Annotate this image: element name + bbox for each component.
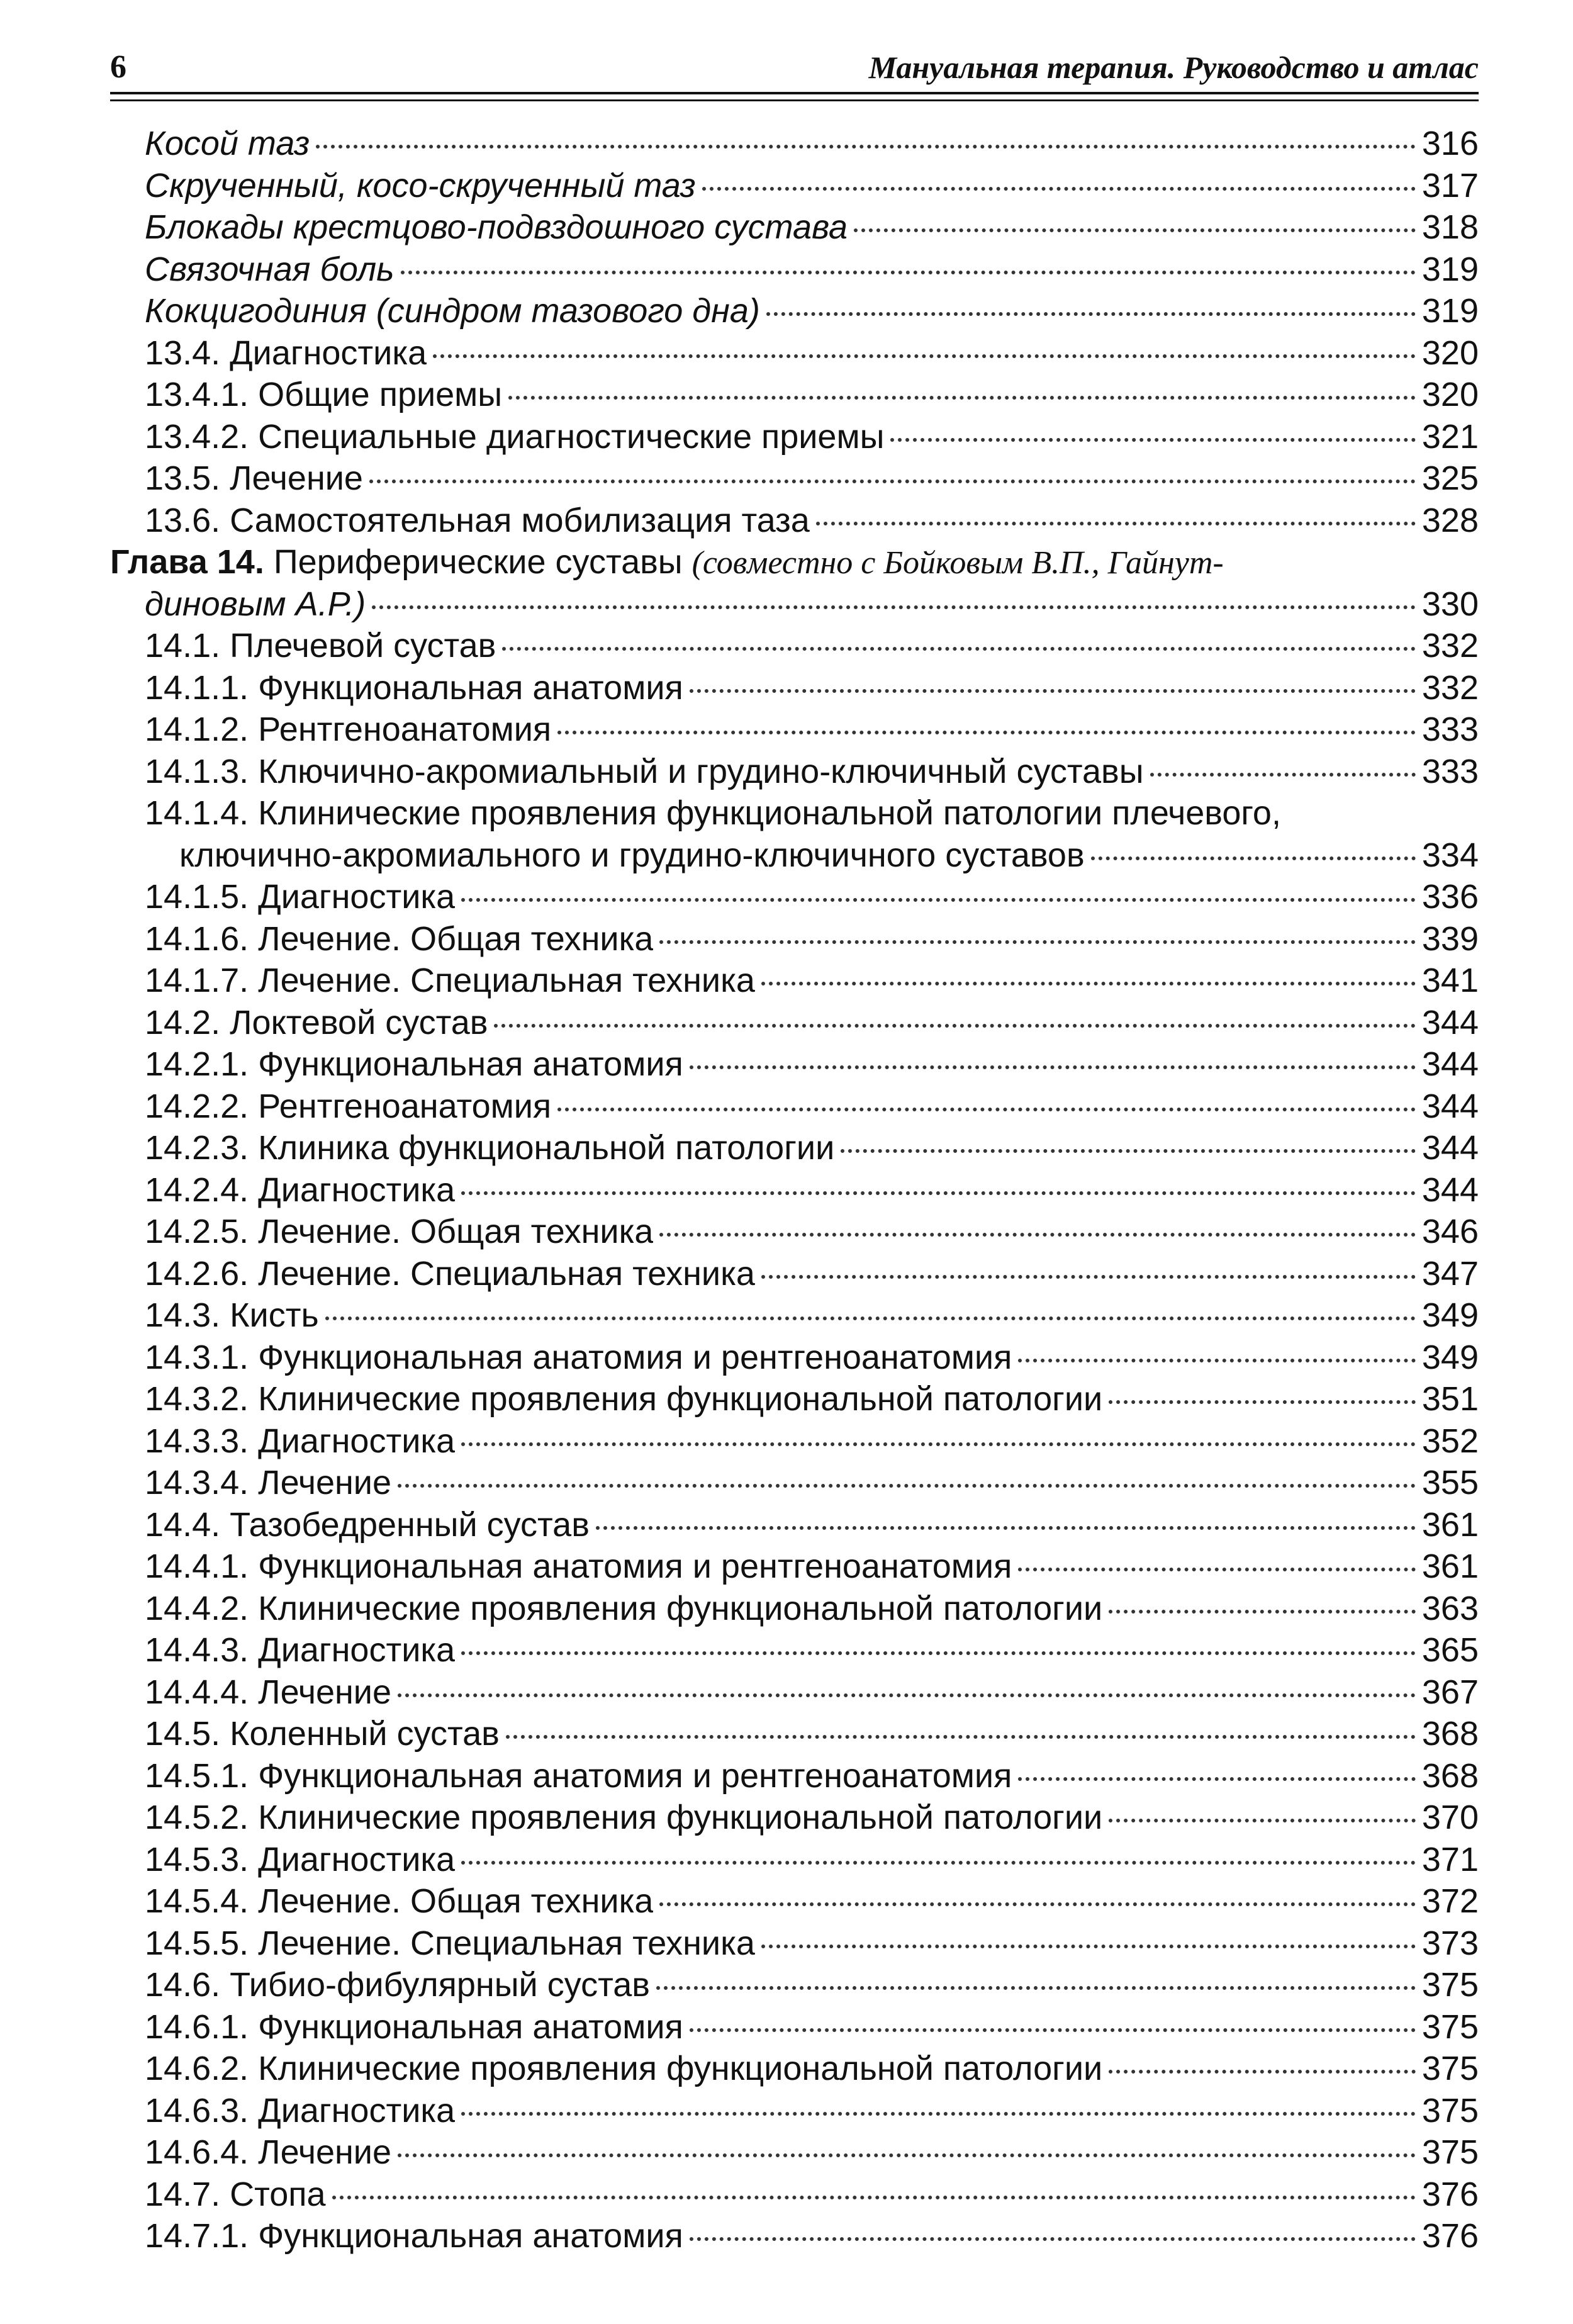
toc-page-number: 344	[1421, 1003, 1479, 1041]
dot-leader	[461, 1651, 1416, 1655]
toc-entry	[110, 1086, 1479, 1128]
toc-entry-title	[179, 834, 1085, 877]
toc-entry	[110, 458, 1479, 500]
dot-leader	[1018, 1777, 1416, 1781]
toc-entry	[110, 1169, 1479, 1211]
dot-leader	[369, 480, 1416, 483]
toc-entry	[110, 2131, 1479, 2174]
toc-entry-title	[145, 1462, 391, 1504]
toc-entry	[110, 1964, 1479, 2006]
toc-entry-title	[145, 2006, 683, 2048]
toc-entry	[110, 206, 1479, 249]
toc-page-number: 332	[1421, 627, 1479, 665]
toc-chapter-label: Глава 14.	[110, 543, 264, 581]
dot-leader	[332, 2196, 1416, 2199]
toc-page-number: 367	[1421, 1673, 1479, 1711]
toc-entry-text: 14.2. Локтевой сустав	[145, 1003, 488, 1041]
toc-page-number: 316	[1421, 125, 1479, 162]
dot-leader	[1109, 2070, 1416, 2074]
toc-page-number: 328	[1421, 501, 1479, 539]
toc-entry-text: 14.2.6. Лечение. Специальная техника	[145, 1254, 755, 1293]
table-of-contents	[110, 123, 1479, 2257]
toc-entry-text: 14.5.5. Лечение. Специальная техника	[145, 1924, 755, 1962]
toc-page-number: 332	[1421, 668, 1479, 707]
toc-entry-text: 14.1. Плечевой сустав	[145, 627, 496, 665]
toc-page-number: 346	[1421, 1213, 1479, 1250]
toc-page-number: 375	[1421, 2050, 1479, 2087]
dot-leader	[761, 1945, 1416, 1948]
dot-leader	[494, 1024, 1415, 1028]
toc-entry-text: 14.5.2. Клинические проявления функциональной патологии	[145, 1799, 1103, 1836]
toc-page-number: 317	[1421, 166, 1479, 205]
toc-page-number: 336	[1421, 878, 1479, 916]
toc-entry-title	[145, 2048, 1102, 2090]
toc-entry	[110, 2174, 1479, 2216]
toc-entry	[110, 374, 1479, 416]
dot-leader	[841, 1149, 1416, 1153]
toc-entry-text: 14.1.5. Диагностика	[145, 878, 456, 916]
toc-entry	[110, 1253, 1479, 1295]
dot-leader	[1018, 1568, 1416, 1571]
toc-entry	[110, 2006, 1479, 2048]
toc-entry	[110, 667, 1479, 709]
dot-leader	[557, 1108, 1416, 1111]
toc-entry-title	[145, 1211, 653, 1253]
toc-entry-text: 14.3.1. Функциональная анатомия и рентгеноанатомия	[145, 1338, 1012, 1376]
toc-page-number: 320	[1421, 334, 1479, 372]
toc-entry-title	[145, 1880, 653, 1923]
toc-page-number: 352	[1421, 1422, 1479, 1460]
toc-page-number: 339	[1421, 919, 1479, 958]
toc-page-number: 320	[1421, 376, 1479, 413]
toc-page-number: 347	[1421, 1254, 1479, 1293]
toc-page-number: 375	[1421, 2091, 1479, 2130]
toc-entry	[110, 1294, 1479, 1337]
toc-entry-title	[145, 2174, 326, 2216]
toc-entry	[110, 1671, 1479, 1714]
toc-page-number: 365	[1421, 1631, 1479, 1669]
toc-page-number: 344	[1421, 1087, 1479, 1125]
toc-page-number: 330	[1421, 585, 1479, 623]
dot-leader	[433, 354, 1416, 358]
toc-entry	[110, 2215, 1479, 2257]
running-head: Мануальная терапия. Руководство и атлас	[868, 50, 1479, 85]
toc-entry-title	[145, 751, 1144, 793]
toc-entry-text: 14.6.4. Лечение	[145, 2133, 392, 2171]
toc-entry-text: 14.5.3. Диагностика	[145, 1840, 456, 1878]
toc-entry-text: 14.3.3. Диагностика	[145, 1422, 456, 1460]
dot-leader	[506, 1735, 1416, 1739]
toc-page-number: 372	[1421, 1882, 1479, 1920]
dot-leader	[659, 1902, 1415, 1906]
toc-entry	[110, 1880, 1479, 1923]
toc-entry	[110, 1002, 1479, 1044]
toc-page-number: 334	[1421, 836, 1479, 874]
dot-leader	[690, 1065, 1416, 1069]
dot-leader	[508, 396, 1416, 400]
toc-entry-text: 14.5.4. Лечение. Общая техника	[145, 1882, 654, 1920]
toc-page-number: 361	[1421, 1505, 1479, 1544]
toc-entry	[110, 249, 1479, 291]
toc-page-number: 321	[1421, 417, 1479, 456]
toc-entry-text: 14.6.1. Функциональная анатомия	[145, 2007, 683, 2046]
toc-entry-title	[145, 123, 310, 165]
toc-page-number: 333	[1421, 752, 1479, 790]
dot-leader	[854, 228, 1416, 232]
toc-chapter-entry	[110, 541, 1479, 583]
toc-entry-title	[145, 1964, 650, 2006]
toc-entry-title	[145, 1504, 590, 1546]
toc-page-number: 375	[1421, 2007, 1479, 2046]
page-header	[110, 45, 1479, 89]
toc-entry-text: ключично-акромиального и грудино-ключичного суставов	[179, 836, 1085, 874]
toc-entry-title	[145, 1337, 1012, 1379]
toc-entry-title	[145, 1002, 488, 1044]
toc-entry-title	[145, 332, 427, 374]
toc-entry-text: 14.1.7. Лечение. Специальная техника	[145, 962, 755, 999]
toc-entry	[110, 1043, 1479, 1086]
toc-entry	[110, 918, 1479, 960]
toc-entry	[110, 1546, 1479, 1588]
dot-leader	[398, 1693, 1416, 1697]
toc-entry-text: Периферические суставы	[264, 543, 692, 581]
toc-entry-title	[145, 1420, 455, 1462]
dot-leader	[461, 1191, 1416, 1195]
toc-entry-text: 13.4. Диагностика	[145, 334, 427, 372]
dot-leader	[461, 898, 1416, 902]
toc-entry-title	[145, 1169, 455, 1211]
toc-entry-text: 14.1.2. Рентгеноанатомия	[145, 710, 552, 748]
dot-leader	[398, 1484, 1416, 1488]
toc-entry-title	[145, 249, 395, 291]
toc-entry-title	[145, 374, 502, 416]
toc-entry-title	[145, 1755, 1012, 1797]
toc-page-number: 368	[1421, 1756, 1479, 1795]
toc-page-number: 361	[1421, 1547, 1479, 1585]
toc-entry-title	[145, 1797, 1102, 1839]
toc-entry-text: Косой таз	[145, 125, 310, 162]
toc-page-number: 371	[1421, 1840, 1479, 1878]
toc-entry	[110, 1378, 1479, 1420]
toc-entry-text: 14.1.6. Лечение. Общая техника	[145, 919, 654, 958]
dot-leader	[401, 271, 1416, 274]
toc-page-number: 375	[1421, 2133, 1479, 2171]
toc-page-number: 355	[1421, 1464, 1479, 1502]
toc-page-number: 349	[1421, 1296, 1479, 1334]
dot-leader	[1109, 1819, 1416, 1822]
toc-entry	[110, 792, 1479, 834]
toc-page-number: 376	[1421, 2217, 1479, 2255]
toc-entry-title	[145, 1127, 834, 1169]
dot-leader	[1018, 1359, 1416, 1362]
toc-page-number: 363	[1421, 1589, 1479, 1627]
toc-entry-text: 14.2.2. Рентгеноанатомия	[145, 1087, 552, 1125]
toc-entry	[110, 1504, 1479, 1546]
toc-entry-title	[145, 1839, 455, 1881]
dot-leader	[596, 1526, 1416, 1530]
toc-entry-title	[145, 1294, 319, 1337]
dot-leader	[690, 689, 1416, 693]
toc-entry-title	[145, 876, 455, 918]
toc-entry-text: Скрученный, косо-скрученный таз	[145, 166, 696, 205]
toc-page-number: 375	[1421, 1966, 1479, 2004]
toc-entry-text: 14.4.1. Функциональная анатомия и рентгеноанатомия	[145, 1547, 1012, 1585]
toc-entry-title	[145, 667, 683, 709]
toc-entry	[110, 332, 1479, 374]
toc-entry	[110, 1839, 1479, 1881]
toc-entry	[110, 123, 1479, 165]
toc-page-number: 333	[1421, 710, 1479, 748]
toc-entry	[110, 2090, 1479, 2132]
toc-entry-text: Кокцигодиния (синдром тазового дна)	[145, 292, 760, 330]
toc-page-number: 373	[1421, 1924, 1479, 1962]
toc-entry	[110, 1211, 1479, 1253]
dot-leader	[502, 647, 1416, 651]
toc-entry-text: 14.3.4. Лечение	[145, 1464, 392, 1502]
toc-entry-title	[145, 960, 755, 1002]
toc-entry	[110, 500, 1479, 542]
dot-leader	[816, 522, 1416, 525]
dot-leader	[690, 2237, 1416, 2241]
toc-entry	[110, 1420, 1479, 1462]
toc-entry-text: 14.2.4. Диагностика	[145, 1170, 456, 1209]
toc-entry	[110, 1127, 1479, 1169]
dot-leader	[316, 145, 1416, 149]
toc-entry-title	[145, 416, 884, 458]
toc-entry-text: Связочная боль	[145, 250, 395, 288]
toc-entry	[110, 165, 1479, 207]
dot-leader	[461, 1861, 1416, 1865]
toc-page-number: 351	[1421, 1380, 1479, 1418]
toc-entry	[110, 1713, 1479, 1755]
toc-entry-title	[145, 709, 551, 751]
toc-entry-title	[145, 1043, 683, 1086]
toc-entry	[110, 709, 1479, 751]
toc-entry	[110, 876, 1479, 918]
toc-entry-title	[145, 1253, 755, 1295]
toc-entry-text: 14.4.4. Лечение	[145, 1673, 392, 1711]
toc-entry	[110, 1923, 1479, 1965]
toc-entry-text: 13.4.2. Специальные диагностические приемы	[145, 417, 885, 456]
dot-leader	[1109, 1400, 1416, 1404]
toc-entry-title	[145, 458, 363, 500]
toc-entry-title	[145, 1671, 391, 1714]
toc-entry	[110, 625, 1479, 667]
dot-leader	[659, 940, 1415, 944]
toc-entry-text: 14.4. Тазобедренный сустав	[145, 1505, 590, 1544]
toc-entry-text: 14.3.2. Клинические проявления функциональной патологии	[145, 1380, 1103, 1418]
toc-page-number: 325	[1421, 459, 1479, 497]
toc-entry-text: 14.3. Кисть	[145, 1296, 319, 1334]
toc-entry-title	[145, 206, 848, 249]
toc-entry	[110, 583, 1479, 626]
toc-entry-note: (совместно с Бойковым В.П., Гайнут-	[691, 545, 1224, 581]
dot-leader	[690, 2028, 1416, 2032]
toc-entry-text: 14.5.1. Функциональная анатомия и рентгеноанатомия	[145, 1756, 1012, 1795]
toc-entry-title	[145, 1629, 455, 1671]
toc-entry-title	[145, 1588, 1102, 1630]
toc-entry-text: 13.4.1. Общие приемы	[145, 376, 503, 413]
dot-leader	[1109, 1610, 1416, 1614]
toc-entry-text: 14.4.3. Диагностика	[145, 1631, 456, 1669]
toc-entry-text: 14.1.1. Функциональная анатомия	[145, 668, 683, 707]
toc-page-number: 344	[1421, 1129, 1479, 1167]
dot-leader	[659, 1233, 1415, 1237]
toc-entry-text: 14.4.2. Клинические проявления функциональной патологии	[145, 1589, 1103, 1627]
toc-entry	[110, 834, 1479, 877]
toc-page-number: 349	[1421, 1338, 1479, 1376]
toc-entry-title	[145, 2131, 391, 2174]
toc-page-number: 318	[1421, 208, 1479, 246]
dot-leader	[325, 1316, 1416, 1320]
toc-entry	[110, 290, 1479, 332]
toc-entry-text: 14.2.3. Клиника функциональной патологии	[145, 1129, 835, 1167]
toc-entry-text: 14.6. Тибио-фибулярный сустав	[145, 1966, 650, 2004]
page-number: 6	[110, 49, 126, 85]
toc-entry-title	[145, 583, 366, 626]
toc-entry-text: 13.5. Лечение	[145, 459, 363, 497]
toc-entry	[110, 1588, 1479, 1630]
dot-leader	[890, 438, 1415, 442]
toc-entry	[110, 1797, 1479, 1839]
dot-leader	[1091, 856, 1416, 860]
toc-entry	[110, 1337, 1479, 1379]
toc-entry-text: 14.1.4. Клинические проявления функциональной патологии плечевого,	[145, 794, 1281, 832]
toc-entry-text: 14.2.5. Лечение. Общая техника	[145, 1213, 654, 1250]
toc-entry-title	[145, 1923, 755, 1965]
toc-entry	[110, 751, 1479, 793]
toc-entry-title	[145, 1086, 551, 1128]
toc-page-number: 319	[1421, 292, 1479, 330]
toc-entry-title	[145, 918, 653, 960]
toc-entry	[110, 1755, 1479, 1797]
dot-leader	[461, 1442, 1416, 1446]
toc-entry	[110, 1462, 1479, 1504]
header-rule-thick	[110, 92, 1479, 94]
dot-leader	[1150, 773, 1416, 777]
dot-leader	[656, 1986, 1416, 1990]
toc-entry-title	[145, 290, 760, 332]
toc-entry-title	[110, 541, 1224, 585]
toc-entry	[110, 416, 1479, 458]
toc-entry-text: 14.2.1. Функциональная анатомия	[145, 1045, 683, 1083]
dot-leader	[461, 2112, 1416, 2116]
toc-entry-text: 14.5. Коленный сустав	[145, 1715, 500, 1753]
toc-entry	[110, 1629, 1479, 1671]
toc-page-number: 344	[1421, 1045, 1479, 1083]
dot-leader	[702, 187, 1416, 191]
toc-entry-title	[145, 2090, 455, 2132]
toc-entry-title	[145, 2215, 683, 2257]
toc-entry-title	[145, 792, 1281, 834]
dot-leader	[761, 1275, 1416, 1279]
toc-entry-text: диновым А.Р.)	[145, 585, 366, 623]
toc-entry-text: 14.1.3. Ключично-акромиальный и грудино-ключичный суставы	[145, 752, 1144, 790]
toc-entry-title	[145, 500, 810, 542]
toc-entry-text: 14.7.1. Функциональная анатомия	[145, 2217, 683, 2255]
toc-page-number: 368	[1421, 1715, 1479, 1753]
dot-leader	[766, 312, 1416, 316]
toc-entry	[110, 2048, 1479, 2090]
header-rule-thin	[110, 99, 1479, 101]
toc-entry-text: 14.6.3. Диагностика	[145, 2091, 456, 2130]
dot-leader	[372, 605, 1416, 609]
toc-entry	[110, 960, 1479, 1002]
toc-entry-title	[145, 1378, 1102, 1420]
toc-entry-title	[145, 625, 496, 667]
toc-entry-title	[145, 165, 696, 207]
dot-leader	[398, 2153, 1416, 2157]
toc-entry-title	[145, 1546, 1012, 1588]
toc-page-number: 319	[1421, 250, 1479, 288]
toc-page-number: 341	[1421, 962, 1479, 999]
toc-entry-text: 14.7. Стопа	[145, 2175, 326, 2213]
dot-leader	[761, 982, 1416, 985]
toc-page-number: 370	[1421, 1799, 1479, 1836]
toc-entry-text: Блокады крестцово-подвздошного сустава	[145, 208, 848, 246]
toc-page-number: 344	[1421, 1170, 1479, 1209]
toc-entry-title	[145, 1713, 500, 1755]
toc-page-number: 376	[1421, 2175, 1479, 2213]
toc-entry-text: 14.6.2. Клинические проявления функциональной патологии	[145, 2050, 1103, 2087]
dot-leader	[557, 731, 1416, 734]
toc-entry-text: 13.6. Самостоятельная мобилизация таза	[145, 501, 810, 539]
